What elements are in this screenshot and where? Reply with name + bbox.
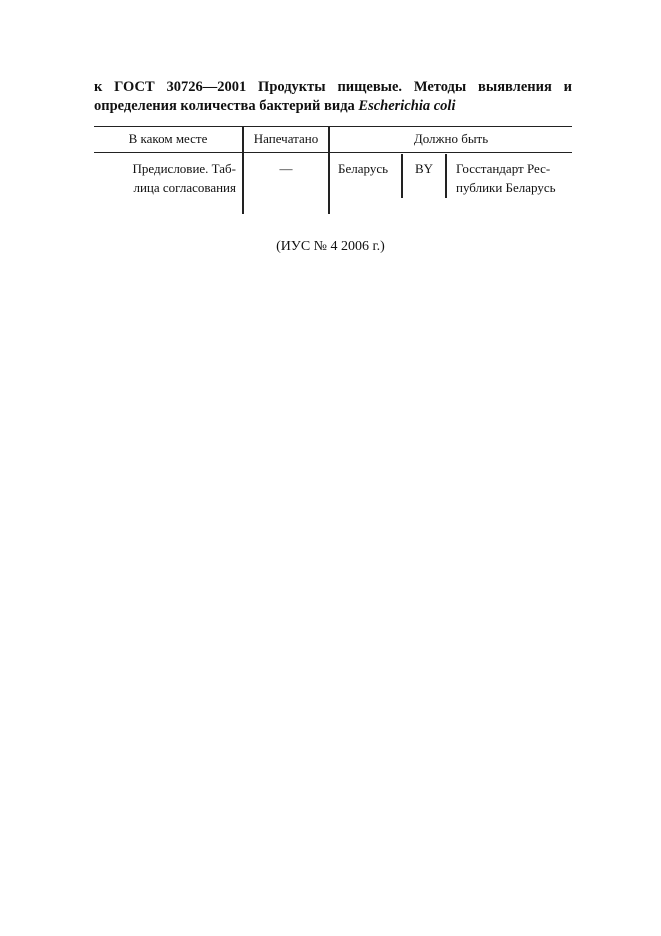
cell-printed: — (279, 161, 293, 176)
table-top-rule (94, 126, 572, 127)
cell-code: BY (414, 161, 434, 176)
header-should-be: Должно быть (413, 131, 489, 146)
header-where: В каком месте (128, 131, 208, 146)
cell-country: Беларусь (338, 161, 389, 176)
table-header-rule (94, 152, 572, 153)
heading-text: к ГОСТ 30726—2001 Продукты пищевые. Методы выявления и определения количества бактерий вида (94, 79, 572, 114)
cell-body-line1: Госстандарт Рес- (456, 161, 551, 176)
header-printed: Напечатано (253, 131, 319, 146)
cell-where-line1: Предисловие. Таб- (132, 161, 236, 176)
cell-body-line2: публики Беларусь (456, 180, 556, 195)
publication-reference: (ИУС № 4 2006 г.) (276, 239, 385, 254)
column-divider (445, 154, 447, 198)
cell-where-line2: лица согласования (133, 180, 236, 195)
amendment-heading (94, 78, 572, 116)
correction-table (94, 126, 572, 216)
heading-italic-term: Escherichia coli (358, 98, 456, 114)
